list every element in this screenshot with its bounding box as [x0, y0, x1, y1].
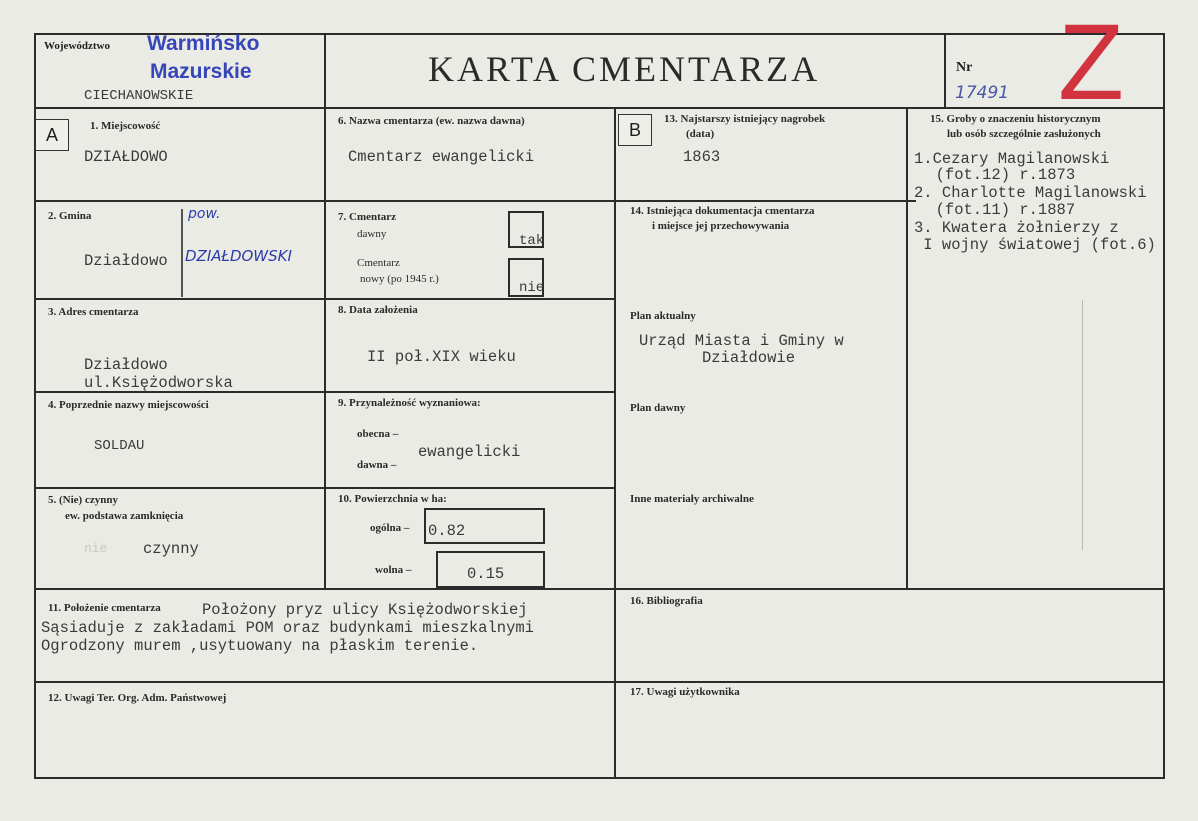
field-6-value: Cmentarz ewangelicki — [348, 148, 535, 166]
field-10-wolna-label: wolna – — [375, 564, 412, 576]
field-7-dawny: dawny — [357, 228, 387, 240]
field-10-label: 10. Powierzchnia w ha: — [338, 493, 447, 505]
field-11-line-2: Sąsiaduje z zakładami POM oraz budynkami mieszkalnymi — [41, 619, 534, 637]
field-9-value: ewangelicki — [418, 443, 521, 461]
col-divider-1 — [324, 107, 326, 589]
col-divider-3 — [906, 107, 908, 589]
grave-line-4: (fot.11) r.1887 — [917, 201, 1076, 219]
card-title: KARTA CMENTARZA — [428, 49, 821, 89]
section-letter-b: B — [618, 114, 652, 146]
field-2-pow-value: DZIAŁDOWSKI — [185, 247, 292, 265]
field-7-nowy-line-1: Cmentarz — [357, 257, 400, 269]
row-line-6 — [34, 681, 1165, 683]
field-17-label: 17. Uwagi użytkownika — [630, 686, 740, 698]
border-bottom — [34, 777, 1165, 779]
field-11-line-1: Położony pryz ulicy Księżodworskiej — [202, 601, 528, 619]
field-16-label: 16. Bibliografia — [630, 595, 703, 607]
row-line-1 — [34, 200, 916, 202]
inne-materialy-label: Inne materiały archiwalne — [630, 493, 754, 505]
field-2-label: 2. Gmina — [48, 210, 92, 222]
field-2-pow-label: pow. — [188, 206, 221, 222]
field-4-value: SOLDAU — [94, 438, 145, 454]
big-letter-z: Z — [1058, 1, 1124, 122]
field-5-struck-value: nie — [84, 541, 108, 556]
grave-line-2: (fot.12) r.1873 — [917, 166, 1076, 184]
field-9-label: 9. Przynależność wyznaniowa: — [338, 397, 481, 409]
field-12-label: 12. Uwagi Ter. Org. Adm. Państwowej — [48, 692, 227, 704]
field-4-label: 4. Poprzednie nazwy miejscowości — [48, 399, 209, 411]
field-10-ogolna-value: 0.82 — [428, 522, 466, 540]
field-10-ogolna-label: ogólna – — [370, 522, 410, 534]
field-11-label: 11. Położenie cmentarza — [48, 602, 161, 614]
field-5-label-line-2: ew. podstawa zamknięcia — [65, 510, 184, 522]
row-line-5 — [34, 588, 1165, 590]
field-15-label-line-1: 15. Groby o znaczeniu historycznym — [930, 113, 1101, 125]
field-13-label-line-1: 13. Najstarszy istniejący nagrobek — [664, 113, 826, 125]
field-14-label-line-2: i miejsce jej przechowywania — [652, 220, 790, 232]
section-letter-a: A — [35, 119, 69, 151]
stamp-line-2: Mazurskie — [150, 60, 252, 83]
field-3-label: 3. Adres cmentarza — [48, 306, 139, 318]
plan-aktualny-label: Plan aktualny — [630, 310, 696, 322]
col-divider-2 — [614, 107, 616, 777]
field-11-line-3: Ogrodzony murem ,usytuowany na płaskim terenie. — [41, 637, 479, 655]
field-14-label-line-1: 14. Istniejąca dokumentacja cmentarza — [630, 205, 815, 217]
field-5-label-line-1: 5. (Nie) czynny — [48, 494, 118, 506]
plan-aktualny-line-1: Urząd Miasta i Gminy w — [639, 332, 844, 350]
field-5-value: czynny — [143, 540, 199, 558]
nr-value: 17491 — [955, 83, 1010, 103]
field-2-divider — [181, 209, 183, 297]
field-13-label-line-2: (data) — [686, 128, 715, 140]
row-line-4 — [34, 487, 616, 489]
stamp-line-1: Warmińsko — [147, 32, 260, 55]
field-15-label-line-2: lub osób szczególnie zasłużonych — [947, 128, 1101, 140]
pencil-mark — [1082, 300, 1083, 550]
grave-line-3: 2. Charlotte Magilanowski — [914, 184, 1147, 202]
field-8-value: II poł.XIX wieku — [367, 348, 516, 366]
field-1-value: DZIAŁDOWO — [84, 148, 168, 166]
grave-line-6: I wojny światowej (fot.6) — [914, 236, 1156, 254]
field-6-label: 6. Nazwa cmentarza (ew. nazwa dawna) — [338, 115, 525, 127]
wojewodztwo-typed: CIECHANOWSKIE — [84, 88, 194, 104]
field-7-nie: nie — [519, 280, 545, 296]
field-1-label: 1. Miejscowość — [90, 120, 161, 132]
field-3-value-line-1: Działdowo — [84, 356, 168, 374]
field-8-label: 8. Data założenia — [338, 304, 418, 316]
grave-line-5: 3. Kwatera żołnierzy z — [914, 219, 1119, 237]
field-3-value-line-2: ul.Księżodworska — [84, 374, 233, 392]
header-col-2 — [944, 33, 946, 109]
field-7-nowy-line-2: nowy (po 1945 r.) — [360, 273, 439, 285]
plan-dawny-label: Plan dawny — [630, 402, 686, 414]
field-9-dawna: dawna – — [357, 459, 397, 471]
row-line-2 — [34, 298, 616, 300]
header-divider — [34, 107, 1165, 109]
field-9-obecna: obecna – — [357, 428, 399, 440]
border-right — [1163, 33, 1165, 779]
field-7-label: 7. Cmentarz — [338, 211, 397, 223]
nr-label: Nr — [956, 60, 973, 75]
field-2-value: Działdowo — [84, 252, 168, 270]
field-7-tak: tak — [519, 233, 545, 249]
plan-aktualny-line-2: Działdowie — [702, 349, 796, 367]
wojewodztwo-label: Województwo — [44, 40, 110, 52]
header-col-1 — [324, 33, 326, 109]
field-10-wolna-value: 0.15 — [467, 565, 505, 583]
field-13-value: 1863 — [683, 148, 721, 166]
grave-line-1: 1.Cezary Magilanowski — [914, 150, 1110, 168]
